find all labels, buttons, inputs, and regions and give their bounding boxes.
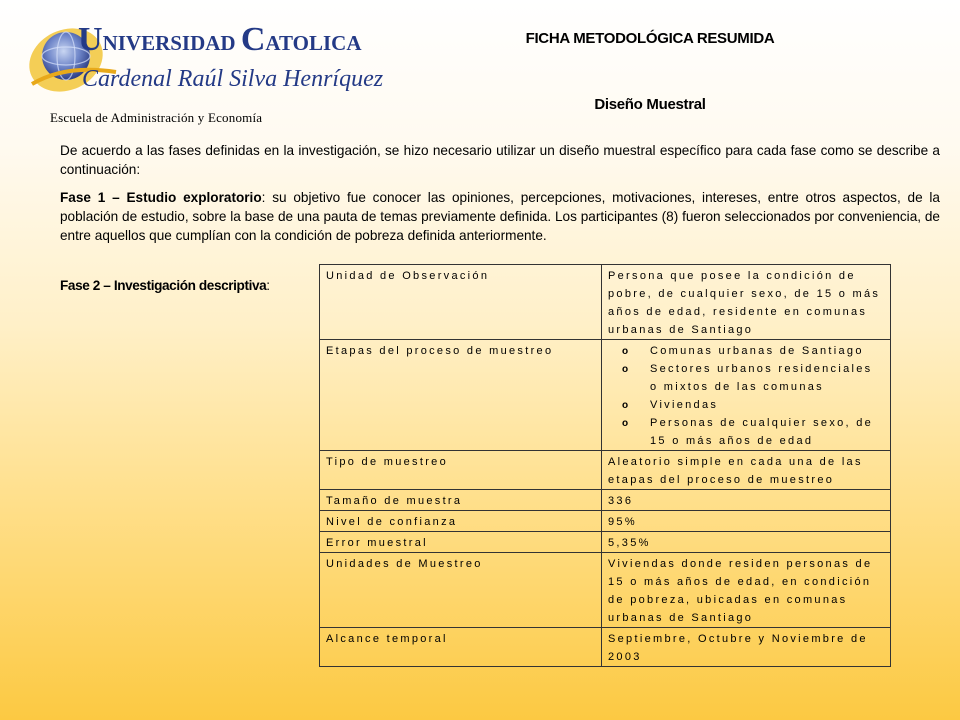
- row-value: Aleatorio simple en cada una de las etapas del proceso de muestreo: [602, 451, 891, 490]
- row-value: Viviendas donde residen personas de 15 o más años de edad, en condición de pobreza, ubicadas en comunas urbanas de Santiago: [602, 553, 891, 628]
- row-label: Etapas del proceso de muestreo: [320, 340, 602, 451]
- sampling-design-table: [319, 264, 891, 667]
- section-title: Diseño Muestral: [594, 96, 706, 113]
- phase2-label: Fase 2 – Investigación descriptiva: [60, 278, 267, 293]
- list-item: o Personas de cualquier sexo, de 15 o más años de edad: [646, 414, 884, 450]
- row-value: Septiembre, Octubre y Noviembre de 2003: [602, 628, 891, 667]
- intro-paragraph: De acuerdo a las fases definidas en la investigación, se hizo necesario utilizar un diseño muestral específico para cada fase como se describe a continuación:: [60, 143, 940, 177]
- row-label: Alcance temporal: [320, 628, 602, 667]
- row-label: Unidad de Observación: [320, 265, 602, 340]
- row-value: Persona que posee la condición de pobre, de cualquier sexo, de 15 o más años de edad, residente en comunas urbanas de Santiago: [602, 265, 891, 340]
- svg-text:Cardenal Raúl Silva Henríquez: Cardenal Raúl Silva Henríquez: [82, 66, 384, 92]
- list-item: o Comunas urbanas de Santiago: [646, 342, 884, 360]
- table-row: [320, 265, 891, 340]
- row-label: Unidades de Muestreo: [320, 553, 602, 628]
- university-logo: [26, 14, 384, 104]
- table-row: [320, 511, 891, 532]
- table-row: [320, 628, 891, 667]
- row-label: Error muestral: [320, 532, 602, 553]
- table-row: [320, 490, 891, 511]
- table-row: [320, 553, 891, 628]
- list-item: o Viviendas: [646, 396, 884, 414]
- row-label: Tipo de muestreo: [320, 451, 602, 490]
- phase1-label: Fase 1 – Estudio exploratorio: [60, 190, 262, 205]
- svg-text:UNIVERSIDAD CATOLICA: UNIVERSIDAD CATOLICA: [78, 21, 362, 58]
- page-title: FICHA METODOLÓGICA RESUMIDA: [525, 30, 775, 47]
- phase1-text: : su objetivo fue conocer las opiniones, percepciones, motivaciones, intereses, entre otros aspectos, de la población de estudio, sobre la base de una pauta de temas previamente definida. Los participantes (8) fueron seleccionados por conveniencia, de entre aquellos que cumplían con la condición de pobreza definida anteriormente.: [60, 190, 940, 243]
- row-value: [602, 340, 891, 451]
- phase1-paragraph: [60, 188, 940, 245]
- list-item: o Sectores urbanos residenciales o mixtos de las comunas: [646, 360, 884, 396]
- school-name: Escuela de Administración y Economía: [50, 110, 263, 125]
- table-row: [320, 340, 891, 451]
- table-row: [320, 532, 891, 553]
- phase2-colon: :: [266, 278, 270, 293]
- row-label: Tamaño de muestra: [320, 490, 602, 511]
- row-value: 95%: [602, 511, 891, 532]
- row-label: Nivel de confianza: [320, 511, 602, 532]
- table-row: [320, 451, 891, 490]
- row-value: 336: [602, 490, 891, 511]
- phase2-paragraph: [60, 276, 310, 295]
- row-value: 5,35%: [602, 532, 891, 553]
- sampling-stages-list: [608, 342, 884, 450]
